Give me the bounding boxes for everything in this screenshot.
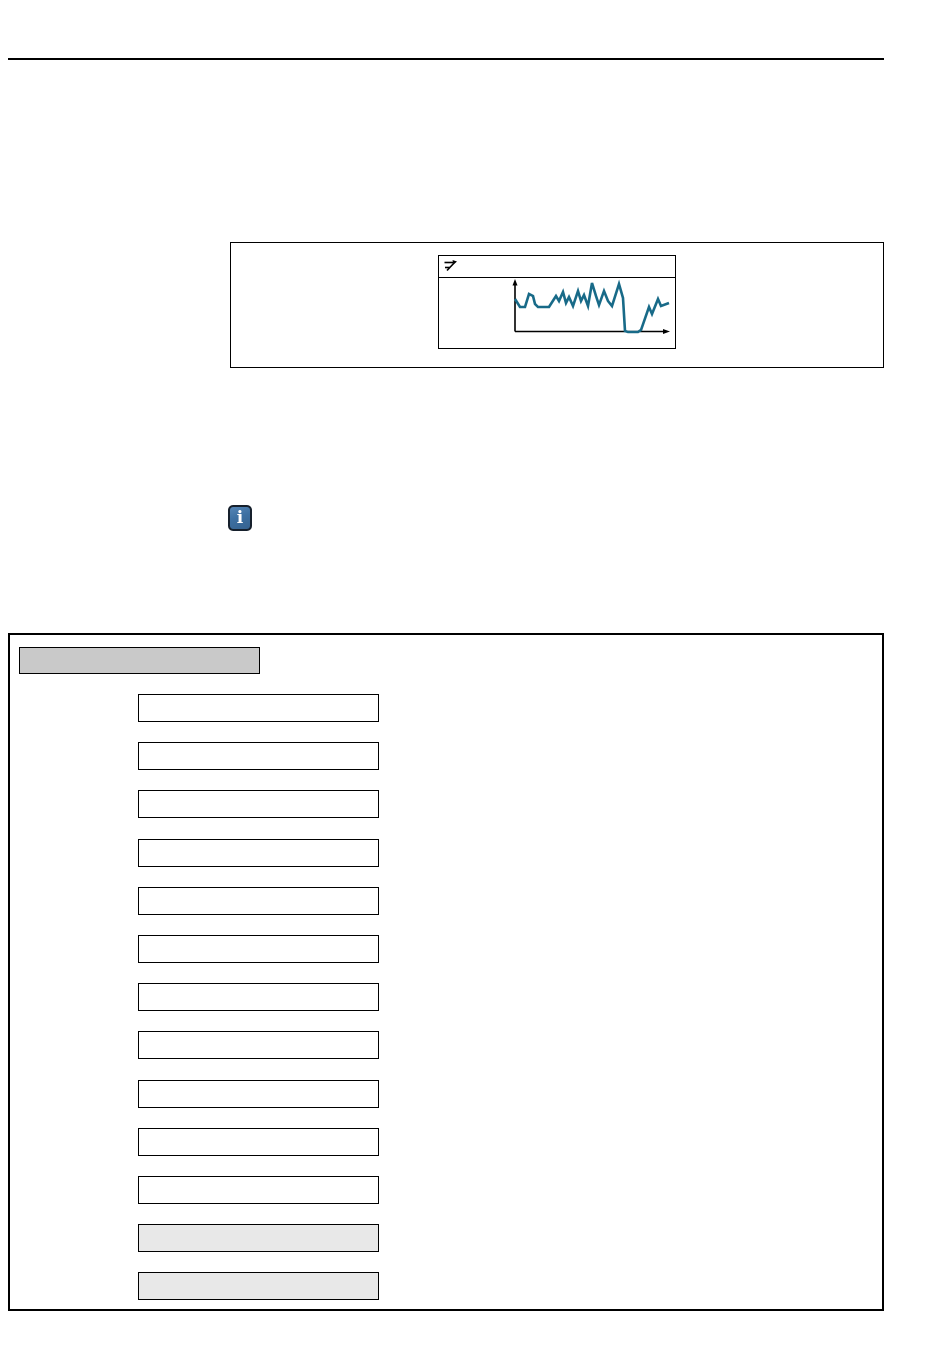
info-icon-glyph: i (236, 507, 244, 528)
device-display-box (438, 255, 676, 349)
menu-item-10 (138, 1128, 379, 1156)
operating-menu-panel (8, 633, 884, 1311)
menu-item-11 (138, 1176, 379, 1204)
menu-item-1 (138, 694, 379, 722)
menu-item-4 (138, 839, 379, 867)
info-icon (228, 505, 252, 531)
menu-item-12 (138, 1224, 379, 1252)
chart-x-arrowhead (663, 329, 670, 334)
menu-item-9 (138, 1080, 379, 1108)
figure-panel (230, 242, 884, 368)
signal-curve-icon (443, 259, 458, 274)
menu-items (10, 635, 882, 1309)
chart-y-arrowhead (512, 279, 517, 286)
menu-item-7 (138, 983, 379, 1011)
menu-item-5 (138, 887, 379, 915)
menu-item-3 (138, 790, 379, 818)
menu-item-13 (138, 1272, 379, 1300)
trend-line (515, 283, 669, 332)
header-rule (8, 58, 884, 60)
menu-item-8 (138, 1031, 379, 1059)
trend-chart (439, 278, 674, 347)
menu-item-6 (138, 935, 379, 963)
display-header-row (439, 256, 675, 278)
menu-item-2 (138, 742, 379, 770)
